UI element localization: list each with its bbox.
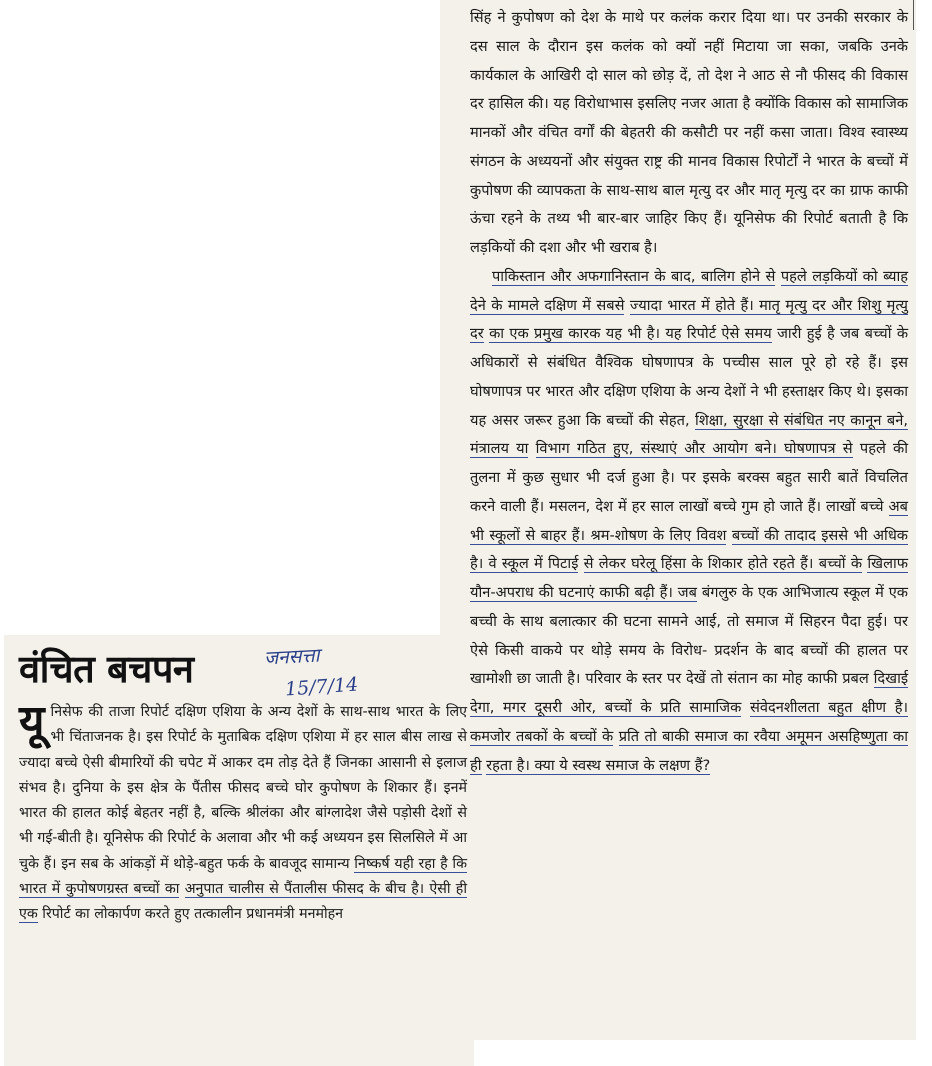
highlighted-line: शिक्षा, सुरक्षा से संबंधित नए कानून बने, मंत्रालय या: [470, 411, 908, 458]
highlighted-line: खिलाफ यौन-अपराध की घटनाएं काफी बढ़ी हैं। जब: [470, 555, 909, 601]
article-headline: वंचित बचपन: [19, 647, 194, 691]
text-line: हुई। पर ऐसे किसी वाकये पर थोड़े समय के विरोध-: [470, 612, 908, 659]
text-line: परिवार के स्तर पर देखें तो संतान का मोह काफी प्रबल: [585, 670, 869, 688]
text-line: जारी हुई है जब बच्चों के अधिकारों से संबंधित वैश्विक: [470, 325, 909, 371]
text-line: किए थे। इसका यह असर जरूर हुआ कि बच्चों की सेहत,: [470, 382, 908, 429]
text-line: पैंतीस फीसद बच्चे घोर कुपोषण के शिकार हैं। इनमें भारत: [19, 779, 467, 822]
handwritten-source-note: जनसत्ता: [263, 644, 321, 670]
text-line: संयुक्त राष्ट्र की मानव विकास रिपोर्टों ने भारत के बच्चों: [604, 152, 894, 170]
text-line: को क्यों नहीं मिटाया जा सका, जबकि उनके कार्यकाल: [470, 37, 909, 84]
highlighted-line: पहले लड़कियों को ब्याह देने के मामले दक्षिण में सबसे: [470, 267, 909, 314]
right-column: [470, 4, 908, 780]
text-line: लड़कियों की दशा और भी खराब है।: [470, 239, 658, 256]
text-line: के आखिरी दो साल को छोड़ दें, तो देश ने आठ से नौ: [523, 66, 808, 84]
text-line: साथ-साथ भारत के लिए भी चिंताजनक है। इस रिपोर्ट: [50, 704, 468, 746]
text-line: बच्चे ऐसी बीमारियों की चपेट में आकर दम तोड़ देते हैं: [55, 754, 331, 771]
text-line: में कुपोषण की व्यापकता के साथ-साथ बाल मृत्यु दर: [470, 152, 909, 199]
clipping-edge-line: [913, 0, 914, 30]
text-line: इन सब के आंकड़ों में थोड़े-बहुत फर्क के बावजूद सामान्य: [61, 855, 350, 872]
highlighted-line: अनुपात चालीस से पैंतालीस फीसद के बीच है। ऐसी ही एक: [19, 881, 468, 923]
highlighted-line: संवेदनशीलता बहुत क्षीण है। कमजोर तबकों के बच्चों के: [470, 699, 908, 745]
text-line: देश में हर साल लाखों बच्चे गुम हो जाते हैं। लाखों बच्चे: [595, 497, 884, 515]
paragraph-2: [470, 263, 908, 781]
text-line: कसा जाता। विश्व स्वास्थ्य संगठन के अध्ययनों और: [470, 124, 908, 170]
highlighted-line: बच्चों की तादाद इससे भी अधिक है। वे स्कूल में पिटाई: [470, 526, 908, 573]
text-line: सिंह ने कुपोषण को देश के माथे पर कलंक करार दिया: [470, 9, 766, 26]
text-line: घोषणापत्र के पच्चीस साल पूरे हो रहे हैं। इस घोषणापत्र: [470, 354, 908, 400]
text-line: जैसे पड़ोसी देशों से भी गई-बीती है। यूनिसेफ की रिपोर्ट के: [19, 805, 467, 847]
text-line: अलावा और भी कई अध्ययन इस सिलसिले में आ चुके हैं।: [19, 830, 468, 872]
text-line: था। पर उनकी सरकार के दस साल के दौरान इस कलंक: [470, 9, 908, 55]
drop-cap: यू: [19, 696, 45, 747]
text-line: बार-बार जाहिर किए हैं। यूनिसेफ की रिपोर्ट बताती है कि: [597, 210, 909, 228]
text-line: मानकों और वंचित वर्गों की बेहतरी की कसौटी पर नहीं: [470, 124, 764, 141]
highlighted-line: अब भी स्कूलों से बाहर हैं। श्रम-शोषण के लिए विवश: [470, 497, 909, 544]
highlighted-line: विभाग गठित हुए, संस्थाएं और आयोग बने। घोषणापत्र से: [535, 440, 853, 458]
highlighted-line: प्रति तो बाकी समाज का रवैया अमूमन असहिष्णुता का ही: [470, 727, 908, 774]
text-line: पहले की तुलना में कुछ सुधार भी दर्ज हुआ है। पर इसके: [470, 440, 909, 486]
highlighted-line: से लेकर घरेलू हिंसा के शिकार होते रहते हैं। बच्चों के: [583, 555, 863, 573]
highlighted-line: दिखाई देगा, मगर दूसरी ओर, बच्चों के प्रति सामाजिक: [470, 670, 909, 716]
text-line: और मातृ मृत्यु दर का ग्राफ काफी ऊंचा रहने के तथ्य भी: [470, 181, 908, 228]
highlighted-line: ज्यादा भारत में होते हैं। मातृ मृत्यु दर और शिशु मृत्यु दर: [470, 296, 909, 343]
text-line: जिनका आसानी से इलाज संभव है। दुनिया के इस क्षेत्र के: [19, 754, 467, 796]
text-line: इसलिए नजर आता है क्योंकि विकास को सामाजिक: [637, 95, 908, 113]
text-line: बलात्कार की घटना सामने आई, तो समाज में सिहरन पैदा: [549, 612, 861, 630]
handwritten-date-note: 15/7/14: [284, 673, 359, 701]
text-line: की हालत कोई बेहतर नहीं है, बल्कि श्रीलंका और बांग्लादेश: [52, 805, 362, 822]
paragraph-1: [470, 4, 908, 263]
text-line: निसेफ की ताजा रिपोर्ट दक्षिण एशिया के अन्य देशों के: [50, 704, 335, 720]
highlighted-line: रहता है। क्या ये स्वस्थ समाज के लक्षण हैं?: [486, 756, 711, 774]
text-line: फीसद की विकास दर हासिल की। यह विरोधाभास: [470, 66, 909, 113]
text-line: के मुताबिक दक्षिण एशिया में हर साल बीस लाख से ज्यादा: [19, 729, 467, 771]
highlighted-line: पाकिस्तान और अफगानिस्तान के बाद, बालिग होने से: [492, 267, 776, 285]
text-line: प्रदर्शन के बाद बच्चों की हालत पर खामोशी छा जाती है।: [470, 641, 908, 688]
highlighted-line: निष्कर्ष यही रहा है कि भारत में कुपोषणग्रस्त बच्चों का: [19, 855, 467, 898]
highlighted-line: का एक प्रमुख कारक यह भी है। यह रिपोर्ट ऐसे समय: [489, 325, 772, 343]
text-line: बंगलुरु के एक आभिजात्य स्कूल में एक बच्ची के साथ: [470, 584, 909, 630]
text-line: रिपोर्ट का लोकार्पण करते हुए तत्कालीन प्रधानमंत्री मनमोहन: [42, 906, 344, 923]
text-line: पर भारत और दक्षिण एशिया के अन्य देशों ने भी हस्ताक्षर: [526, 382, 824, 400]
left-column: [19, 696, 468, 928]
text-line: बरक्स बहुत सारी बातें विचलित करने वाली हैं। मसलन,: [470, 469, 908, 515]
